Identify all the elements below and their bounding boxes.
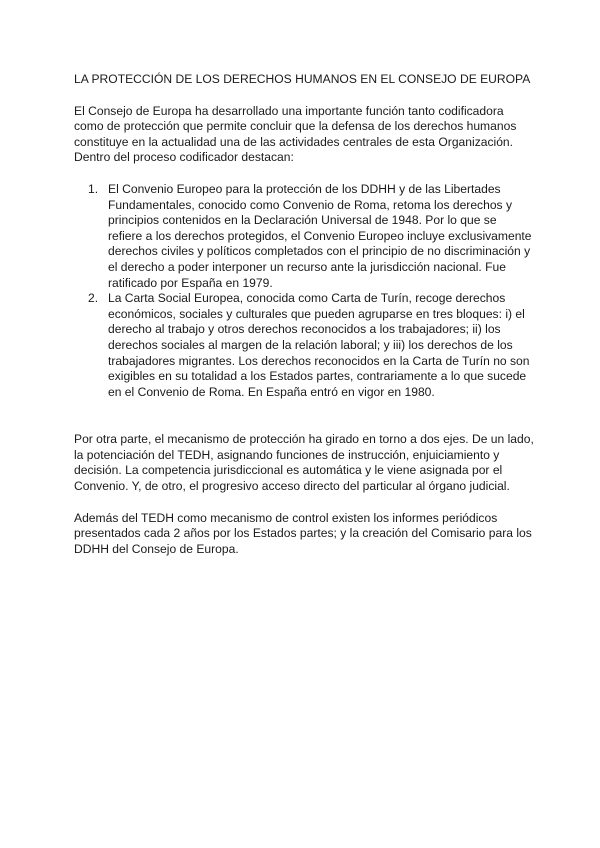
list-item-text: El Convenio Europeo para la protección de los DDHH y de las Libertades Fundamentales, conocido como Convenio de Roma, retoma los derechos y principios contenidos en la Declaración Universal de 1948. Por lo que se refiere a los derechos protegidos, el Convenio Europeo incluye exclusivamente derechos civiles y políticos completados con el principio de no discriminación y el derecho a poder interponer un recurso ante la jurisdicción nacional. Fue ratificado por España en 1979. bbox=[108, 181, 532, 290]
list-item-text: La Carta Social Europea, conocida como Carta de Turín, recoge derechos económicos, sociales y culturales que pueden agruparse en tres bloques: i) el derecho al trabajo y otros derechos reconocidos a los trabajadores; ii) los derechos sociales al margen de la relación laboral; y iii) los derechos de los trabajadores migrantes. Los derechos reconocidos en la Carta de Turín no son exigibles en su totalidad a los Estados partes, contrariamente a lo que sucede en el Convenio de Roma. En España entró en vigor en 1980. bbox=[108, 291, 530, 399]
document-title: LA PROTECCIÓN DE LOS DERECHOS HUMANOS EN EL CONSEJO DE EUROPA bbox=[74, 72, 531, 86]
control-mechanism-paragraph: Además del TEDH como mecanismo de control existen los informes periódicos presentados cada 2 años por los Estados partes; y la creación del Comisario para los DDHH del Consejo de Europa. bbox=[74, 510, 532, 556]
intro-paragraph: El Consejo de Europa ha desarrollado una importante función tanto codificadora como de protección que permite concluir que la defensa de los derechos humanos constituye en la actualidad una de las actividades centrales de esta Organización. Dentro del proceso codificador destacan: bbox=[74, 103, 517, 165]
list-item-number: 2. bbox=[88, 291, 99, 306]
list-item bbox=[74, 291, 534, 400]
list-item-number: 1. bbox=[88, 181, 99, 196]
protection-mechanism-paragraph: Por otra parte, el mecanismo de protección ha girado en torno a dos ejes. De un lado, la potenciación del TEDH, asignando funciones de instrucción, enjuiciamiento y decisión. La competencia jurisdiccional es automática y le viene asignada por el Convenio. Y, de otro, el progresivo acceso directo del particular al órgano judicial. bbox=[74, 432, 534, 494]
list-item bbox=[74, 182, 534, 291]
blank-line bbox=[74, 416, 534, 432]
codification-list bbox=[74, 182, 534, 400]
document-page bbox=[74, 72, 534, 573]
